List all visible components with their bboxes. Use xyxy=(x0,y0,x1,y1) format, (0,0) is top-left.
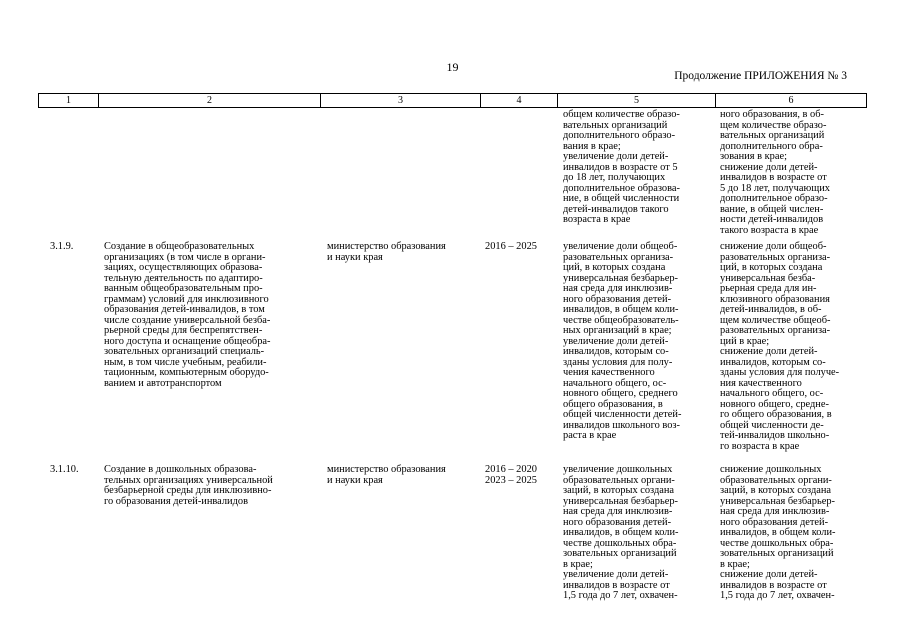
measure-cell: Создание в общеобразовательных организациях (в том числе в органи- зациях, осуществляющих образова- тельную деятельность по адаптиро- ванным общеобразовательным про- граммам) условий для инклюзивного образования детей-инвалидов, в том числе создание универсальной безба- рьерной среды для беспрепятствен- ного доступа и оснащение общеобра- зовательных организаций специаль- ным, в том числе учебным, реабили- тационным, компьютерным оборудо- ванием и автотранспортом xyxy=(104,241,271,389)
indicator-increase-cell: увеличение доли общеоб- разовательных организа- ций, в которых создана универсальная безбарьер- ная среда для инклюзив- ного образования детей- инвалидов, в общем коли- честве общеобразователь- ных организаций в крае; увеличение доли детей- инвалидов, которым со- зданы условия для полу- чения качественного начального общего, ос- новного общего, среднего общего образования, в общей численности детей- инвалидов школьного воз- раста в крае xyxy=(563,241,682,441)
header-col-6: 6 xyxy=(715,94,867,107)
header-col-1: 1 xyxy=(38,94,98,107)
page-number: 19 xyxy=(446,60,459,74)
table-header-row xyxy=(38,93,867,108)
indicator-increase-cell: увеличение дошкольных образовательных органи- заций, в которых создана универсальная безбарьер- ная среда для инклюзив- ного образования детей- инвалидов, в общем коли- честве дошкольных обра- зовательных организаций в крае; увеличение доли детей- инвалидов в возрасте от 1,5 года до 7 лет, охвачен- xyxy=(563,464,679,601)
header-col-4: 4 xyxy=(480,94,557,107)
executor-cell: министерство образования и науки края xyxy=(327,464,446,486)
period-cell: 2016 – 2020 2023 – 2025 xyxy=(485,464,537,486)
continued-cell-col5: общем количестве образо- вательных организаций дополнительного образо- вания в крае; увеличение доли детей- инвалидов в возрасте от 5 до 18 лет, получающих дополнительное образова- ние, в общей численности детей-инвалидов такого возраста в крае xyxy=(563,109,680,225)
indicator-decrease-cell: снижение доли общеоб- разовательных организа- ций, в которых создана универсальная безба- рьерная среда для ин- клюзивного образования детей-инвалидов, в об- щем количестве общеоб- разовательных организа- ций в крае; снижение доли детей- инвалидов, которым со- зданы условия для получе- ния качественного начального общего, ос- новного общего, средне- го общего образования, в общей численности де- тей-инвалидов школьно- го возраста в крае xyxy=(720,241,840,452)
row-number: 3.1.9. xyxy=(50,241,74,252)
indicator-decrease-cell: снижение дошкольных образовательных органи- заций, в которых создана универсальная безбарьер- ная среда для инклюзив- ного образования детей- инвалидов, в общем коли- честве дошкольных обра- зовательных организаций в крае; снижение доли детей- инвалидов в возрасте от 1,5 года до 7 лет, охвачен- xyxy=(720,464,836,601)
header-col-3: 3 xyxy=(320,94,480,107)
period-cell: 2016 – 2025 xyxy=(485,241,537,252)
measure-cell: Создание в дошкольных образова- тельных организациях универсальной безбарьерной среды для инклюзивно- го образования детей-инвалидов xyxy=(104,464,273,507)
executor-cell: министерство образования и науки края xyxy=(327,241,446,263)
row-number: 3.1.10. xyxy=(50,464,79,475)
continuation-label: Продолжение ПРИЛОЖЕНИЯ № 3 xyxy=(674,70,847,82)
continued-cell-col6: ного образования, в об- щем количестве образо- вательных организаций дополнительного обра- зования в крае; снижение доли детей- инвалидов в возрасте от 5 до 18 лет, получающих дополнительное образо- вание, в общей числен- ности детей-инвалидов такого возраста в крае xyxy=(720,109,830,236)
header-col-2: 2 xyxy=(98,94,320,107)
header-col-5: 5 xyxy=(557,94,715,107)
